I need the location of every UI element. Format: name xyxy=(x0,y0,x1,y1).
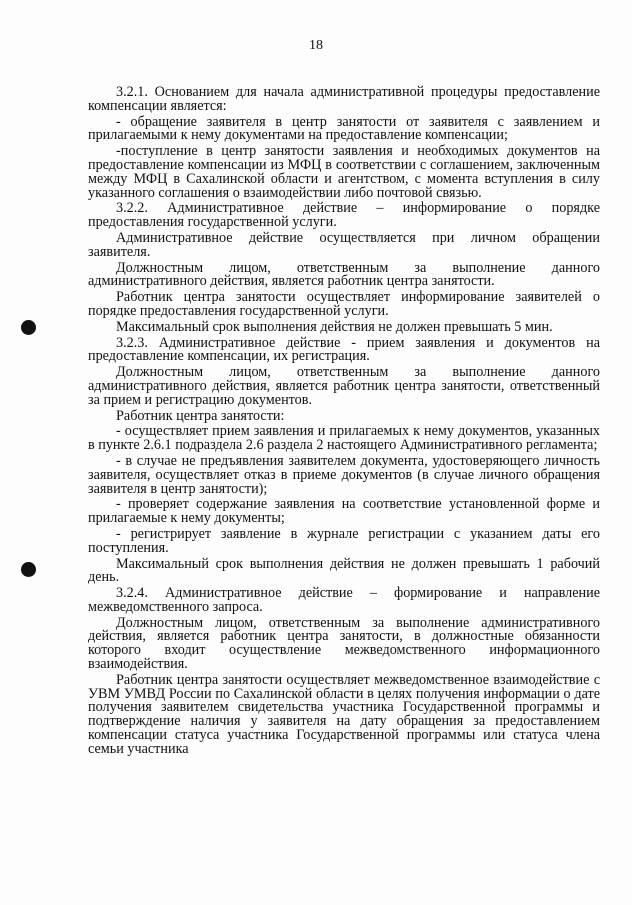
punch-hole-upper xyxy=(21,320,36,335)
paragraph-interagency-interaction: Работник центра занятости осуществляет межведомственное взаимодействие с УВМ УМВД России по Сахалинской области в целях получения информации о дате получения заявителем свидетельства участника Государственной программы и подтверждение наличия у заявителя на дату обращения за предоставлением компенсации статуса участника Государственной программы или статуса члена семьи участника xyxy=(88,671,600,757)
paragraph-responsible-official: Должностным лицом, ответственным за выполнение данного административного действия, является работник центра занятости. xyxy=(88,259,600,290)
document-body xyxy=(88,86,600,759)
paragraph-3-2-3: 3.2.3. Административное действие - прием заявления и документов на предоставление компенсации, их регистрация. xyxy=(88,334,600,365)
page-number: 18 xyxy=(309,38,323,53)
list-item-check-content: - проверяет содержание заявления на соответствие установленной форме и прилагаемые к нему документы; xyxy=(88,496,600,527)
list-item-mfc-receipt: -поступление в центр занятости заявления и необходимых документов на предоставление компенсации из МФЦ в соответствии с соглашением, заключенным между МФЦ в Сахалинской области и агентством, с момента вступления в силу указанного соглашения о взаимодействии либо почтовой связью. xyxy=(88,143,600,201)
paragraph-3-2-1: 3.2.1. Основанием для начала административной процедуры предоставление компенсации является: xyxy=(88,84,600,114)
paragraph-personal-appeal: Административное действие осуществляется при личном обращении заявителя. xyxy=(88,229,600,260)
paragraph-responsible-interagency: Должностным лицом, ответственным за выполнение административного действия, является работник центра занятости, в должностные обязанности которого входит осуществление межведомственного информационного взаимодействия. xyxy=(88,614,600,673)
paragraph-responsible-reception: Должностным лицом, ответственным за выполнение данного административного действия, является работник центра занятости, ответственный за прием и регистрацию документов. xyxy=(88,364,600,408)
list-item-register: - регистрирует заявление в журнале регистрации с указанием даты его поступления. xyxy=(88,525,600,556)
paragraph-3-2-4: 3.2.4. Административное действие – формирование и направление межведомственного запроса. xyxy=(88,585,600,615)
paragraph-employee-duties: Работник центра занятости: xyxy=(116,407,285,424)
paragraph-informing: Работник центра занятости осуществляет информирование заявителей о порядке предоставления государственной услуги. xyxy=(88,289,600,319)
punch-hole-lower xyxy=(21,562,36,577)
list-item-accept-documents: - осуществляет прием заявления и прилагаемых к нему документов, указанных в пункте 2.6.1 подраздела 2.6 раздела 2 настоящего Административного регламента; xyxy=(88,423,600,454)
paragraph-3-2-2: 3.2.2. Административное действие – информирование о порядке предоставления государственной услуги. xyxy=(88,200,600,231)
paragraph-max-time-5-min: Максимальный срок выполнения действия не должен превышать 5 мин. xyxy=(116,318,553,335)
list-item-applicant-appeal: - обращение заявителя в центр занятости от заявителя с заявлением и прилагаемыми к нему документами на предоставление компенсации; xyxy=(88,113,600,144)
list-item-refusal: - в случае не предъявления заявителем документа, удостоверяющего личность заявителя, осуществляет отказ в приеме документов (в случае личного обращения заявителя в центр занятости); xyxy=(88,452,600,497)
paragraph-max-time-1-day: Максимальный срок выполнения действия не должен превышать 1 рабочий день. xyxy=(88,555,600,586)
